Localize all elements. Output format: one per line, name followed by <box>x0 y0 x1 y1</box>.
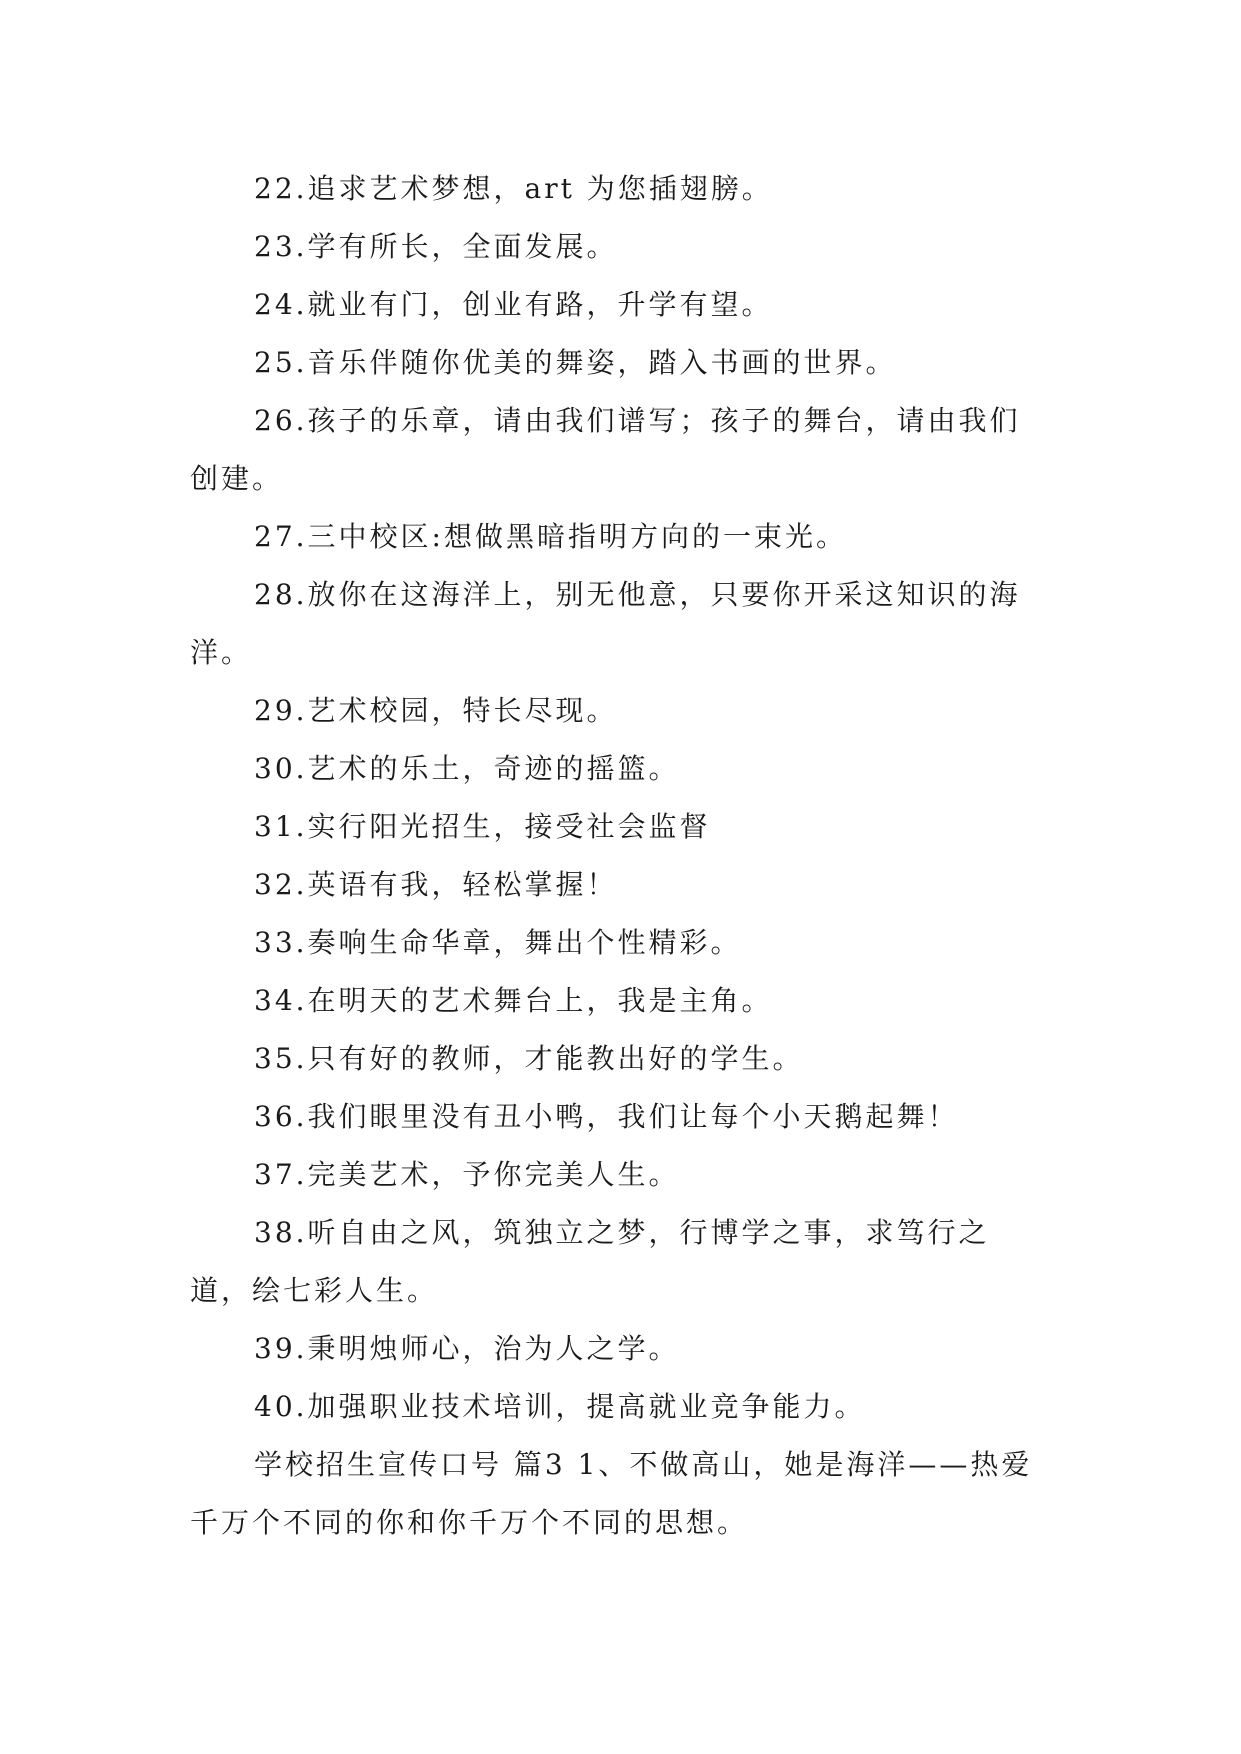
paragraph: 38.听自由之风，筑独立之梦，行博学之事，求笃行之道，绘七彩人生。 <box>190 1216 990 1307</box>
paragraph: 22.追求艺术梦想，art 为您插翅膀。 <box>254 172 773 205</box>
paragraph: 27.三中校区:想做黑暗指明方向的一束光。 <box>254 520 847 553</box>
paragraph: 33.奏响生命华章，舞出个性精彩。 <box>254 926 742 959</box>
paragraph: 24.就业有门，创业有路，升学有望。 <box>254 288 773 321</box>
paragraph: 26.孩子的乐章，请由我们谱写；孩子的舞台，请由我们创建。 <box>190 404 1021 495</box>
paragraph: 40.加强职业技术培训，提高就业竞争能力。 <box>254 1390 866 1423</box>
paragraph: 39.秉明烛师心，治为人之学。 <box>254 1332 680 1365</box>
paragraph: 32.英语有我，轻松掌握！ <box>254 868 618 901</box>
paragraph: 29.艺术校园，特长尽现。 <box>254 694 618 727</box>
paragraph: 23.学有所长，全面发展。 <box>254 230 618 263</box>
section-heading-paragraph: 学校招生宣传口号 篇3 1、不做高山，她是海洋——热爱千万个不同的你和你千万个不同的思想。 <box>190 1448 1033 1539</box>
paragraph: 36.我们眼里没有丑小鸭，我们让每个小天鹅起舞！ <box>254 1100 959 1133</box>
paragraph: 30.艺术的乐土，奇迹的摇篮。 <box>254 752 680 785</box>
paragraph: 37.完美艺术，予你完美人生。 <box>254 1158 680 1191</box>
paragraph: 28.放你在这海洋上，别无他意，只要你开采这知识的海洋。 <box>190 578 1021 669</box>
paragraph: 31.实行阳光招生，接受社会监督 <box>254 810 711 843</box>
paragraph: 25.音乐伴随你优美的舞姿，踏入书画的世界。 <box>254 346 897 379</box>
document-body <box>190 160 1050 1552</box>
paragraph: 35.只有好的教师，才能教出好的学生。 <box>254 1042 804 1075</box>
paragraph: 34.在明天的艺术舞台上，我是主角。 <box>254 984 773 1017</box>
